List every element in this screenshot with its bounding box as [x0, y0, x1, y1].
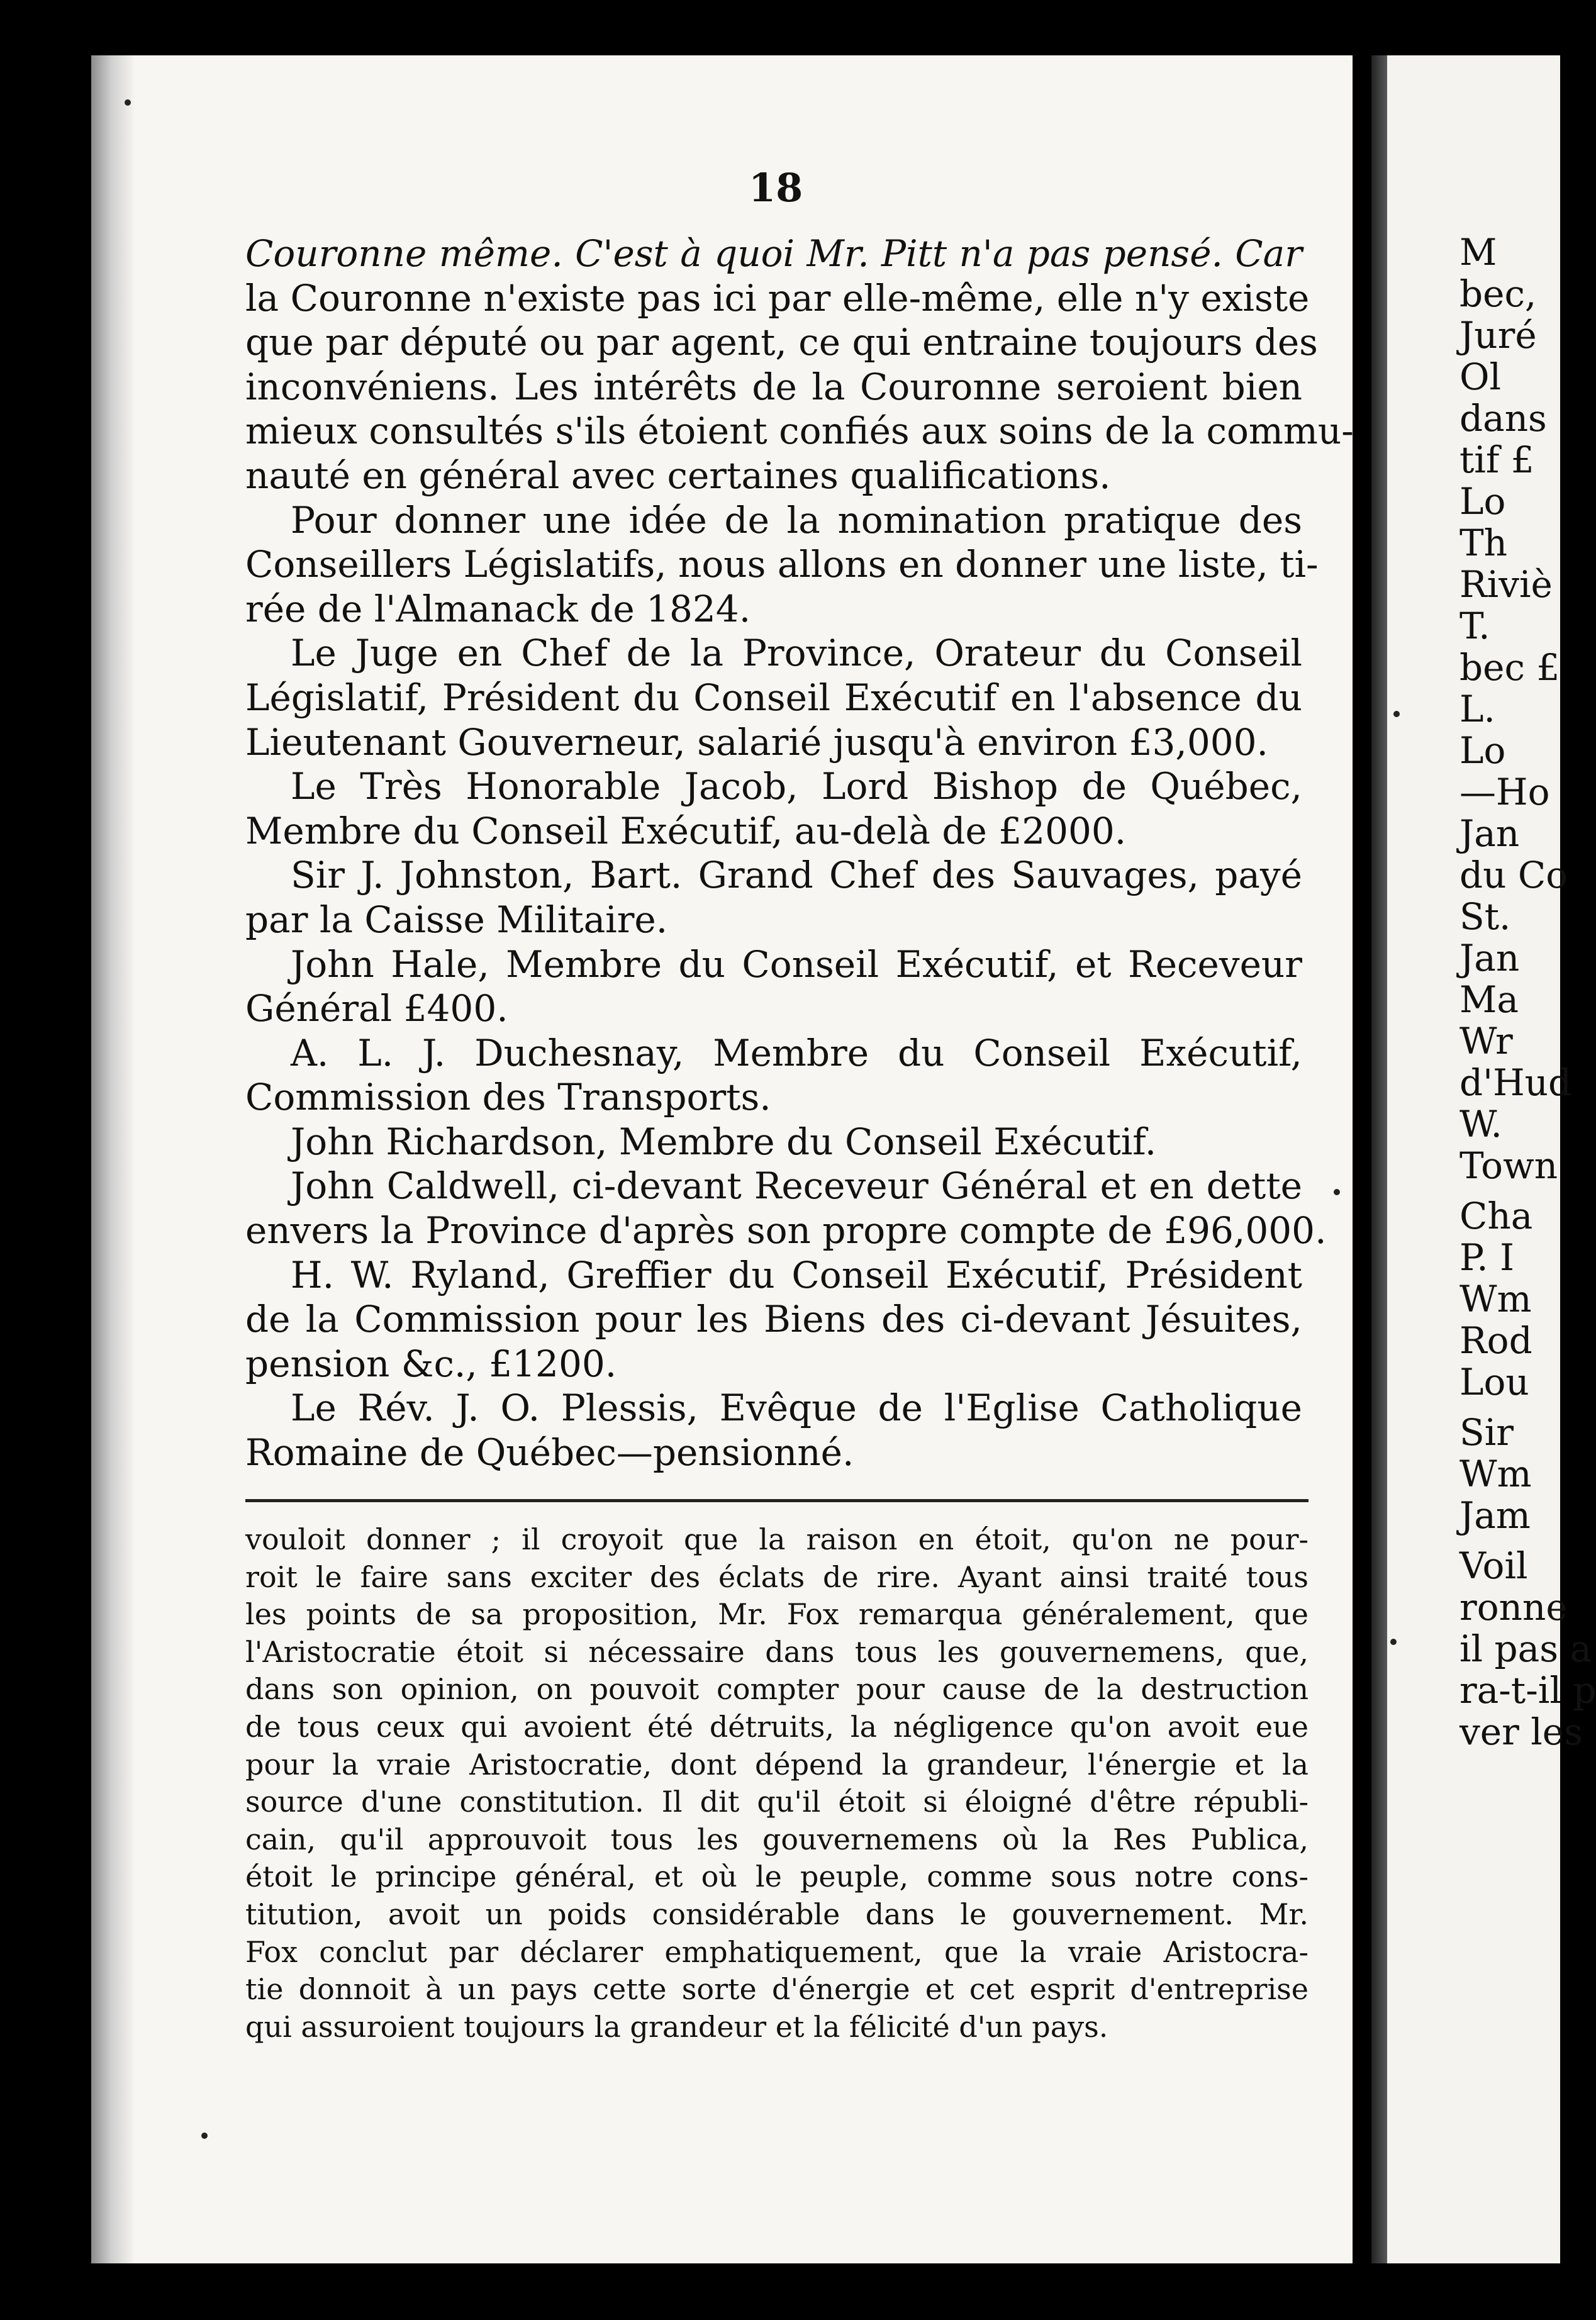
body-line: John Hale, Membre du Conseil Exécutif, et Receveur — [291, 942, 1302, 986]
footnote-line: étoit le principe général, et où le peuple, comme sous notre cons- — [245, 1860, 1309, 1894]
fragment-line: Lo — [1459, 480, 1506, 523]
fragment-line: du Co — [1459, 854, 1568, 896]
footnote-line: vouloit donner ; il croyoit que la raison en étoit, qu'on ne pour- — [245, 1522, 1309, 1556]
fragment-line: Town — [1459, 1144, 1558, 1187]
footnote-line: source d'une constitution. Il dit qu'il étoit si éloigné d'être républi- — [245, 1785, 1309, 1819]
footnote-line: cain, qu'il approuvoit tous les gouvernemens où la Res Publica, — [245, 1822, 1309, 1856]
footnote-line: pour la vraie Aristocratie, dont dépend la grandeur, l'énergie et la — [245, 1747, 1309, 1782]
body-line: Sir J. Johnston, Bart. Grand Chef des Sauvages, payé — [291, 854, 1302, 897]
fragment-line: Jan — [1459, 812, 1520, 855]
body-line: par la Caisse Militaire. — [245, 898, 668, 941]
body-line: Général £400. — [245, 987, 508, 1030]
left-gutter-shadow — [91, 55, 135, 2263]
footnote-line: tie donnoit à un pays cette sorte d'énergie et cet esprit d'entreprise — [245, 1972, 1309, 2007]
body-line: Le Rév. J. O. Plessis, Evêque de l'Eglise Catholique — [291, 1386, 1302, 1430]
fragment-line: d'Hud — [1459, 1061, 1572, 1104]
body-line: A. L. J. Duchesnay, Membre du Conseil Exécutif, — [291, 1031, 1302, 1074]
fragment-line: M — [1459, 231, 1497, 274]
footnote-divider — [245, 1499, 1309, 1502]
ink-speck — [201, 2133, 208, 2139]
fragment-line: Juré — [1459, 314, 1537, 357]
body-line: John Caldwell, ci-devant Receveur Général et en dette — [291, 1164, 1302, 1208]
fragment-line: Jam — [1459, 1494, 1531, 1537]
footnote-line: titution, avoit un poids considérable dans le gouvernement. Mr. — [245, 1897, 1309, 1931]
body-line: Commission des Transports. — [245, 1076, 771, 1119]
footnote-line: Fox conclut par déclarer emphatiquement, que la vraie Aristocra- — [245, 1934, 1309, 1969]
fragment-line: P. I — [1459, 1236, 1515, 1279]
body-line: Pour donner une idée de la nomination pratique des — [291, 498, 1302, 542]
body-line: mieux consultés s'ils étoient confiés aux soins de la commu- — [245, 410, 1354, 453]
fragment-line: Lou — [1459, 1361, 1529, 1403]
fragment-line: Sir — [1459, 1411, 1514, 1454]
body-line: Membre du Conseil Exécutif, au-delà de £2000. — [245, 809, 1127, 852]
fragment-line: W. — [1459, 1103, 1502, 1146]
fragment-line: Wm — [1459, 1453, 1532, 1495]
fragment-line: St. — [1459, 895, 1511, 938]
body-line: inconvéniens. Les intérêts de la Couronne seroient bien — [245, 365, 1302, 408]
body-line: Le Juge en Chef de la Province, Orateur du Conseil — [291, 632, 1302, 675]
body-line: envers la Province d'après son propre compte de £96,000. — [245, 1209, 1327, 1252]
fragment-line: Jan — [1459, 937, 1520, 979]
fragment-line: ronne — [1459, 1586, 1568, 1629]
fragment-line: Ol — [1459, 355, 1502, 398]
fragment-line: Lo — [1459, 729, 1506, 772]
body-line: la Couronne n'existe pas ici par elle-même, elle n'y existe — [245, 276, 1310, 320]
fragment-line: ra-t-il p — [1459, 1669, 1596, 1712]
body-line: Législatif, Président du Conseil Exécutif en l'absence du — [245, 676, 1302, 719]
footnote-line: de tous ceux qui avoient été détruits, la négligence qu'on avoit eue — [245, 1709, 1309, 1744]
body-line: Lieutenant Gouverneur, salarié jusqu'à environ £3,000. — [245, 720, 1268, 764]
fragment-line: Wr — [1459, 1020, 1513, 1062]
body-line: John Richardson, Membre du Conseil Exécutif. — [291, 1120, 1157, 1163]
ink-speck — [1393, 711, 1400, 717]
main-text — [245, 231, 1354, 1475]
footnote-line: les points de sa proposition, Mr. Fox remarqua généralement, que — [245, 1597, 1309, 1632]
fragment-line: L. — [1459, 688, 1495, 730]
footnote-line: dans son opinion, on pouvoit compter pour cause de la destruction — [245, 1672, 1309, 1707]
fragment-line: bec, — [1459, 272, 1537, 315]
body-line: H. W. Ryland, Greffier du Conseil Exécutif, Président — [291, 1253, 1302, 1297]
body-line: Le Très Honorable Jacob, Lord Bishop de Québec, — [291, 765, 1302, 808]
fragment-line: il pas a — [1459, 1627, 1592, 1670]
body-line: Conseillers Législatifs, nous allons en donner une liste, ti- — [245, 543, 1319, 586]
fragment-line: T. — [1459, 605, 1490, 647]
fragment-line: bec £ — [1459, 646, 1560, 689]
footnote-line: roit le faire sans exciter des éclats de rire. Ayant ainsi traité tous — [245, 1559, 1309, 1594]
ink-speck — [1390, 1639, 1397, 1645]
body-line: nauté en général avec certaines qualifications. — [245, 454, 1111, 497]
ink-speck — [1334, 1189, 1340, 1195]
fragment-line: Rod — [1459, 1319, 1532, 1362]
body-line: Couronne même. C'est à quoi Mr. Pitt n'a pas pensé. Car — [245, 232, 1302, 275]
fragment-line: Th — [1459, 521, 1508, 564]
body-line: Romaine de Québec—pensionné. — [245, 1431, 854, 1475]
fragment-line: Ma — [1459, 978, 1519, 1021]
fragment-line: dans — [1459, 397, 1547, 440]
fragment-line: ver les — [1459, 1710, 1583, 1753]
ink-speck — [125, 99, 131, 106]
fragment-line: Voil — [1459, 1544, 1528, 1587]
fragment-line: Wm — [1459, 1278, 1532, 1320]
footnote — [245, 1521, 1309, 2046]
footnote-line: qui assuroient toujours la grandeur et la félicité d'un pays. — [245, 2009, 1108, 2044]
body-line: de la Commission pour les Biens des ci-devant Jésuites, — [245, 1298, 1302, 1341]
fragment-line: tif £ — [1459, 438, 1534, 481]
fragment-line: —Ho — [1459, 771, 1550, 813]
body-line: rée de l'Almanack de 1824. — [245, 587, 751, 630]
footnote-line: l'Aristocratie étoit si nécessaire dans tous les gouvernemens, que, — [245, 1634, 1309, 1669]
page-number: 18 — [749, 165, 803, 211]
fragment-line: Cha — [1459, 1195, 1533, 1237]
body-line: que par député ou par agent, ce qui entraine toujours des — [245, 321, 1318, 364]
right-page-text — [1459, 231, 1596, 1753]
fragment-line: Riviè — [1459, 563, 1553, 606]
body-line: pension &c., £1200. — [245, 1342, 617, 1385]
